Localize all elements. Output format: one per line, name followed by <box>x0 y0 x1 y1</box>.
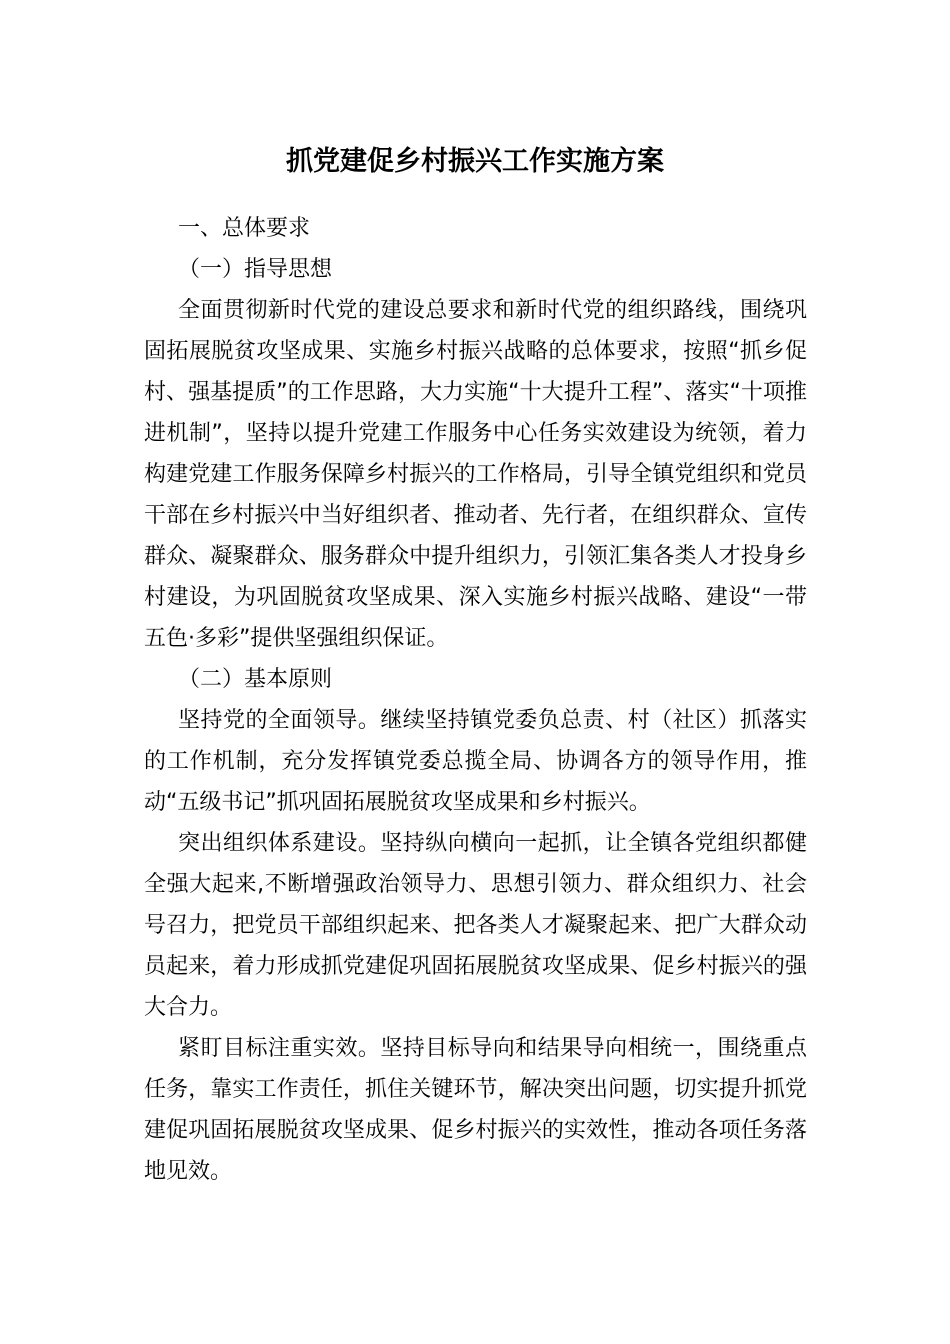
paragraph-guiding-ideology: 全面贯彻新时代党的建设总要求和新时代党的组织路线，围绕巩固拓展脱贫攻坚成果、实施乡村振兴战略的总体要求，按照“抓乡促村、强基提质”的工作思路，大力实施“十大提升工程”、落实“十项推进机制”，坚持以提升党建工作服务中心任务实效建设为统领，着力构建党建工作服务保障乡村振兴的工作格局，引导全镇党组织和党员干部在乡村振兴中当好组织者、推动者、先行者，在组织群众、宣传群众、凝聚群众、服务群众中提升组织力，引领汇集各类人才投身乡村建设，为巩固脱贫攻坚成果、深入实施乡村振兴战略、建设“一带五色·多彩”提供坚强组织保证。 <box>144 298 807 651</box>
document-title: 抓党建促乡村振兴工作实施方案 <box>286 146 664 177</box>
paragraph-goals-results: 紧盯目标注重实效。坚持目标导向和结果导向相统一，围绕重点任务，靠实工作责任，抓住关键环节，解决突出问题，切实提升抓党建促巩固拓展脱贫攻坚成果、促乡村振兴的实效性，推动各项任务落地见效。 <box>144 1036 807 1184</box>
paragraph-party-leadership: 坚持党的全面领导。继续坚持镇党委负总责、村（社区）抓落实的工作机制，充分发挥镇党委总揽全局、协调各方的领导作用，推动“五级书记”抓巩固拓展脱贫攻坚成果和乡村振兴。 <box>144 708 807 815</box>
document-body <box>144 208 807 1192</box>
section-heading-overall-requirements: 一、总体要求 <box>178 216 311 241</box>
subsection-heading-guiding-ideology: （一）指导思想 <box>178 257 333 282</box>
paragraph-organization-system: 突出组织体系建设。坚持纵向横向一起抓，让全镇各党组织都健全强大起来,不断增强政治领导力、思想引领力、群众组织力、社会号召力，把党员干部组织起来、把各类人才凝聚起来、把广大群众动员起来，着力形成抓党建促巩固拓展脱贫攻坚成果、促乡村振兴的强大合力。 <box>144 831 807 1020</box>
subsection-heading-basic-principles: （二）基本原则 <box>178 667 333 692</box>
